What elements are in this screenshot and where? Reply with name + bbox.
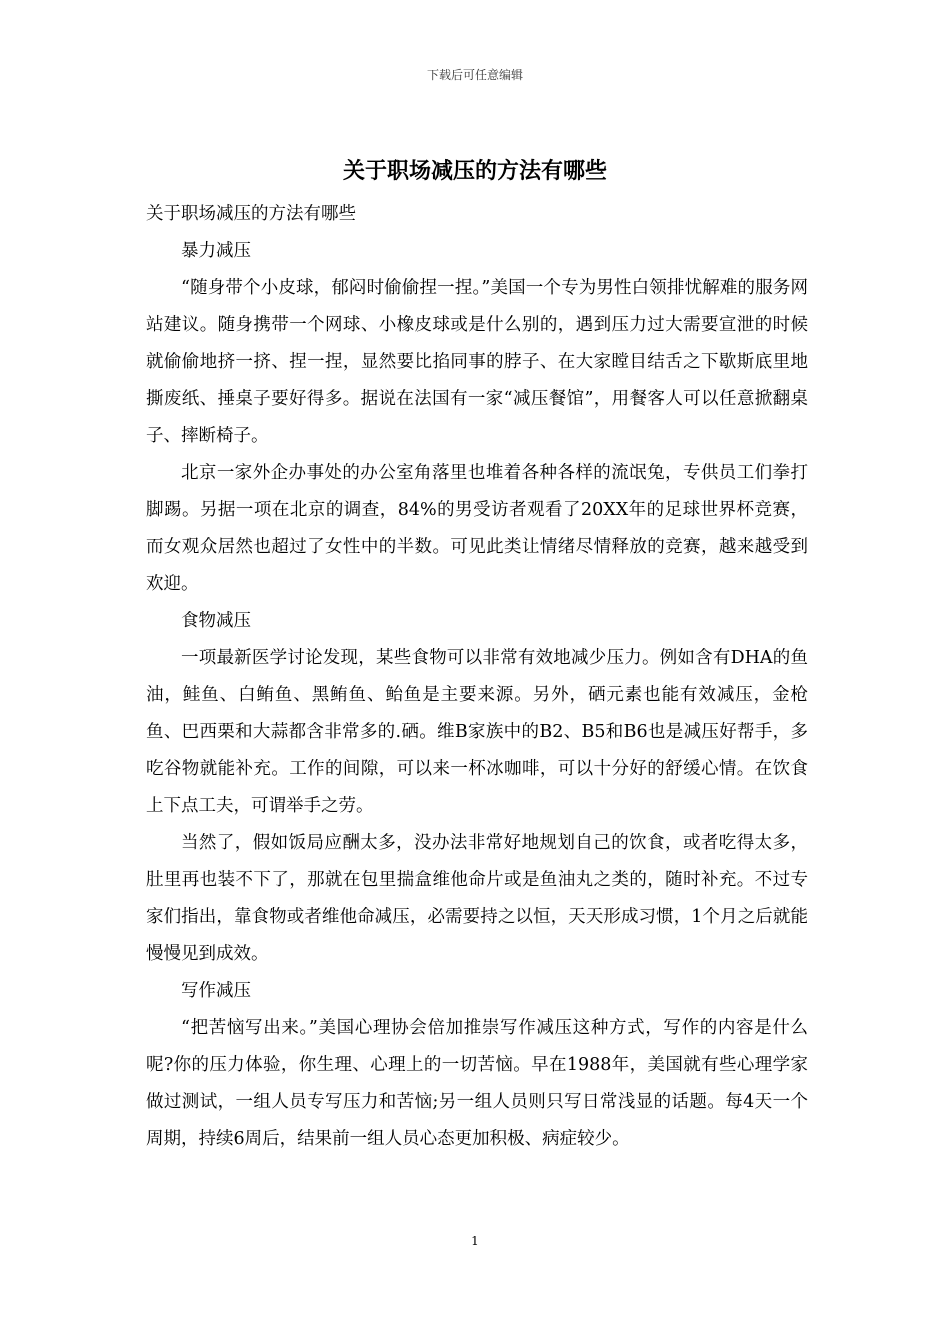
section-heading-food: 食物减压	[181, 611, 251, 631]
header-note: 下载后可任意编辑	[426, 68, 523, 82]
document-title: 关于职场减压的方法有哪些	[342, 158, 607, 184]
paragraph: “随身带个小皮球，郁闷时偷偷捏一捏。”美国一个专为男性白领排忧解难的服务网站建议。随身携带一个网球、小橡皮球或是什么别的，遇到压力过大需要宣泄的时候就偷偷地挤一挤、捏一捏，显然要比掐同事的脖子、在大家瞠目结舌之下歇斯底里地撕废纸、捶桌子要好得多。据说在法国有一家“减压餐馆”，用餐客人可以任意掀翻桌子、摔断椅子。	[146, 278, 808, 446]
paragraph: 当然了，假如饭局应酬太多，没办法非常好地规划自己的饮食，或者吃得太多，肚里再也装不下了，那就在包里揣盒维他命片或是鱼油丸之类的，随时补充。不过专家们指出，靠食物或者维他命减压，必需要持之以恒，天天形成习惯，1个月之后就能慢慢见到成效。	[146, 833, 808, 964]
document-body	[146, 196, 808, 1158]
subtitle-line: 关于职场减压的方法有哪些	[146, 204, 356, 224]
paragraph: 一项最新医学讨论发现，某些食物可以非常有效地减少压力。例如含有DHA的鱼油，鲑鱼、白鲔鱼、黑鲔鱼、鲐鱼是主要来源。另外，硒元素也能有效减压，金枪鱼、巴西栗和大蒜都含非常多的.硒。维B家族中的B2、B5和B6也是减压好帮手，多吃谷物就能补充。工作的间隙，可以来一杯冰咖啡，可以十分好的舒缓心情。在饮食上下点工夫，可谓举手之劳。	[146, 648, 808, 816]
page-number: 1	[471, 1234, 479, 1248]
section-heading-violence: 暴力减压	[181, 241, 251, 261]
paragraph: 北京一家外企办事处的办公室角落里也堆着各种各样的流氓兔，专供员工们拳打脚踢。另据一项在北京的调查，84%的男受访者观看了20XX年的足球世界杯竞赛，而女观众居然也超过了女性中的半数。可见此类让情绪尽情释放的竞赛，越来越受到欢迎。	[146, 463, 808, 594]
section-heading-writing: 写作减压	[181, 981, 251, 1001]
paragraph: “把苦恼写出来。”美国心理协会倍加推崇写作减压这种方式，写作的内容是什么呢?你的压力体验，你生理、心理上的一切苦恼。早在1988年，美国就有些心理学家做过测试，一组人员专写压力和苦恼;另一组人员则只写日常浅显的话题。每4天一个周期，持续6周后，结果前一组人员心态更加积极、病症较少。	[146, 1018, 808, 1149]
